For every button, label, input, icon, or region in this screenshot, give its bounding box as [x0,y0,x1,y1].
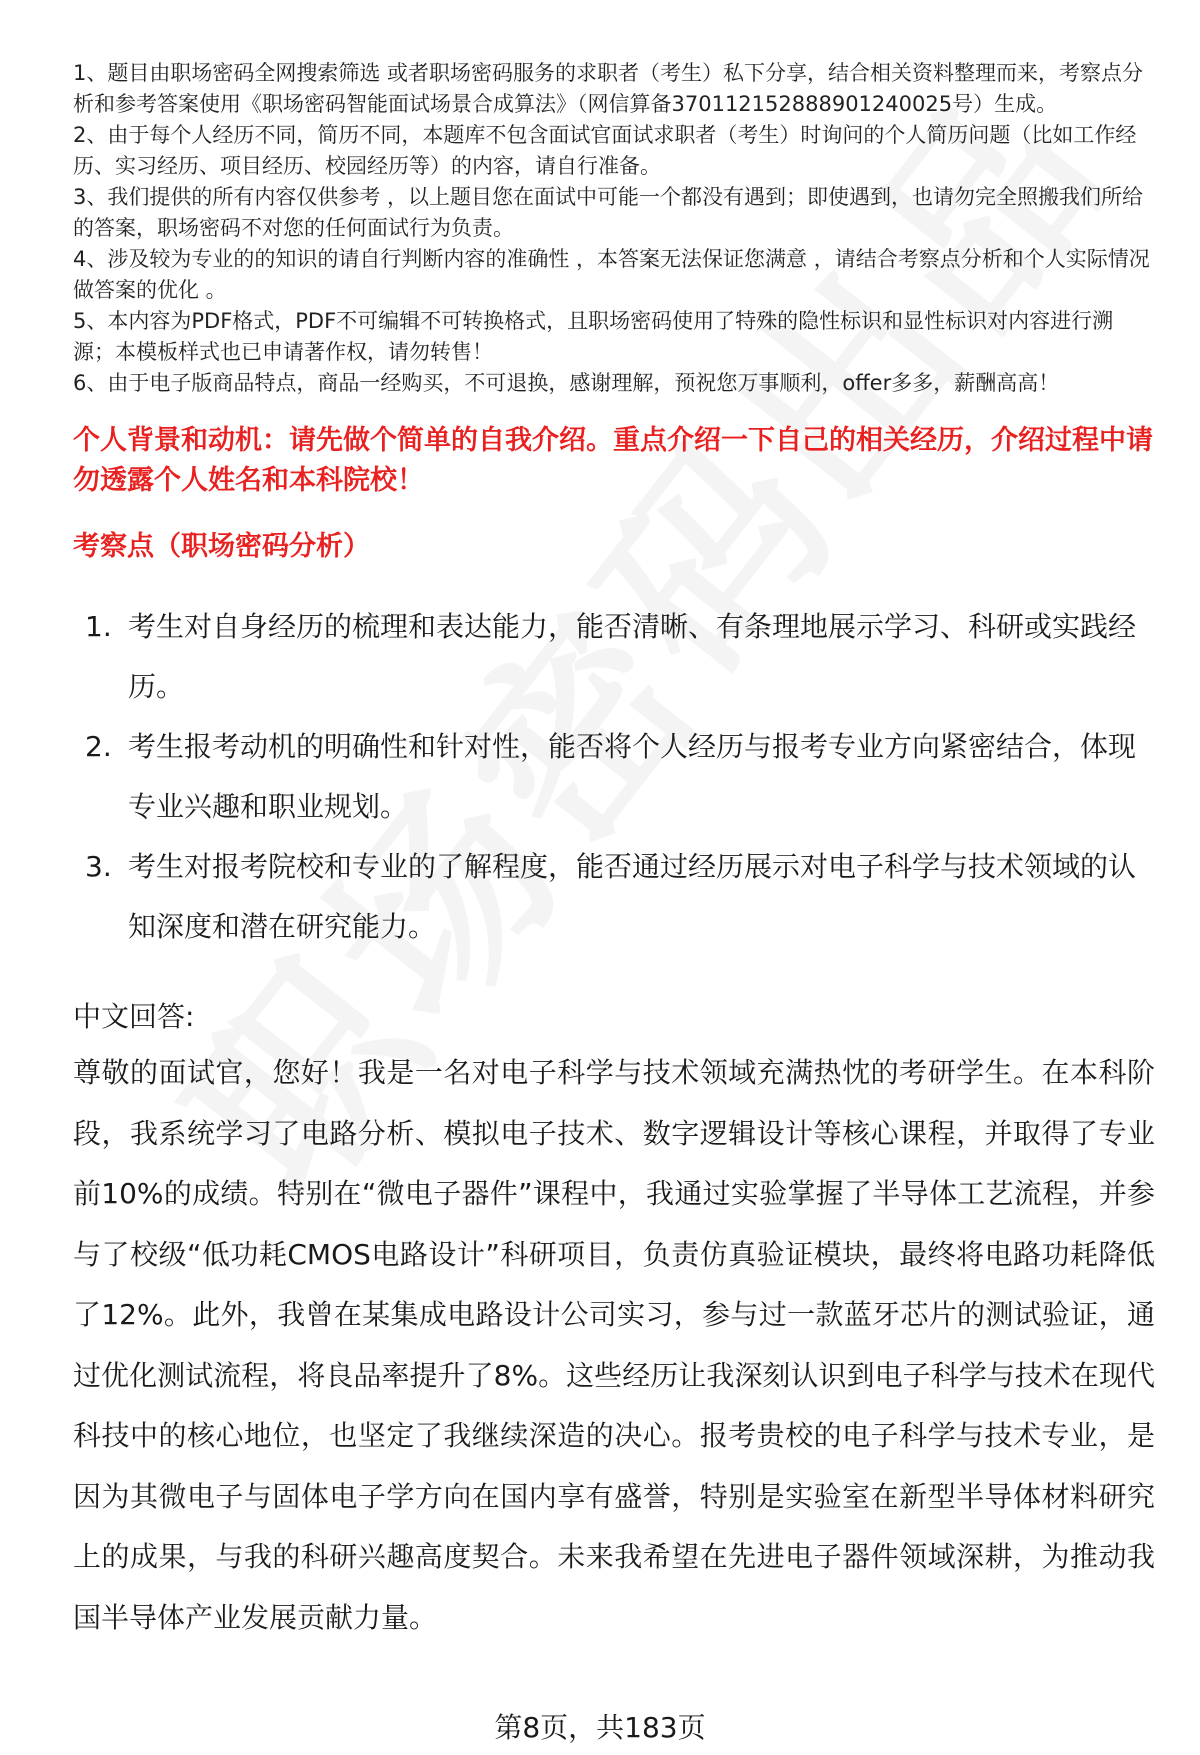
point-text: 考生对自身经历的梳理和表达能力，能否清晰、有条理地展示学习、科研或实践经历。 [128,610,1137,703]
point-number: 1. [85,610,112,643]
page-number-footer: 第8页，共183页 [494,1711,706,1744]
point-text: 考生对报考院校和专业的了解程度，能否通过经历展示对电子科学与技术领域的认知深度和潜在研究能力。 [128,850,1137,943]
disclaimer-item: 4、涉及较为专业的的知识的请自行判断内容的准确性 ，本答案无法保证您满意 ，请结合考察点分析和个人实际情况做答案的优化 。 [73,247,1150,302]
disclaimer-item: 3、我们提供的所有内容仅供参考 ，以上题目您在面试中可能一个都没有遇到；即使遇到，也请勿完全照搬我们所给的答案，职场密码不对您的任何面试行为负责。 [73,185,1144,240]
point-text: 考生报考动机的明确性和针对性，能否将个人经历与报考专业方向紧密结合，体现专业兴趣和职业规划。 [128,730,1137,823]
point-number: 3. [85,850,112,883]
document-page [73,58,1155,1648]
disclaimer-block [73,58,1155,399]
analysis-point [73,717,1155,837]
analysis-title: 考察点（职场密码分析） [73,531,370,562]
analysis-point [73,837,1155,957]
disclaimer-item: 2、由于每个人经历不同，简历不同，本题库不包含面试官面试求职者（考生）时询问的个人简历问题（比如工作经历、实习经历、项目经历、校园经历等）的内容，请自行准备。 [73,123,1137,178]
disclaimer-item: 5、本内容为PDF格式，PDF不可编辑不可转换格式，且职场密码使用了特殊的隐性标识和显性标识对内容进行溯源；本模板样式也已申请著作权，请勿转售！ [73,309,1114,364]
answer-body: 尊敬的面试官，您好！我是一名对电子科学与技术领域充满热忱的考研学生。在本科阶段，我系统学习了电路分析、模拟电子技术、数字逻辑设计等核心课程，并取得了专业前10%的成绩。特别在“微电子器件”课程中，我通过实验掌握了半导体工艺流程，并参与了校级“低功耗CMOS电路设计”科研项目，负责仿真验证模块，最终将电路功耗降低了12%。此外，我曾在某集成电路设计公司实习，参与过一款蓝牙芯片的测试验证，通过优化测试流程，将良品率提升了8%。这些经历让我深刻认识到电子科学与技术在现代科技中的核心地位，也坚定了我继续深造的决心。报考贵校的电子科学与技术专业，是因为其微电子与固体电子学方向在国内享有盛誉，特别是实验室在新型半导体材料研究上的成果，与我的科研兴趣高度契合。未来我希望在先进电子器件领域深耕，为推动我国半导体产业发展贡献力量。 [73,1056,1155,1634]
analysis-points-list [73,597,1155,957]
analysis-point [73,597,1155,717]
disclaimer-item: 1、题目由职场密码全网搜索筛选 或者职场密码服务的求职者（考生）私下分享，结合相关资料整理而来，考察点分析和参考答案使用《职场密码智能面试场景合成算法》（网信算备370112152888901240025号）生成。 [73,61,1144,116]
question-title: 个人背景和动机：请先做个简单的自我介绍。重点介绍一下自己的相关经历，介绍过程中请勿透露个人姓名和本科院校！ [73,425,1153,496]
answer-heading: 中文回答: [73,1000,195,1033]
point-number: 2. [85,730,112,763]
disclaimer-item: 6、由于电子版商品特点，商品一经购买，不可退换，感谢理解，预祝您万事顺利，offer多多，薪酬高高！ [73,371,1060,395]
